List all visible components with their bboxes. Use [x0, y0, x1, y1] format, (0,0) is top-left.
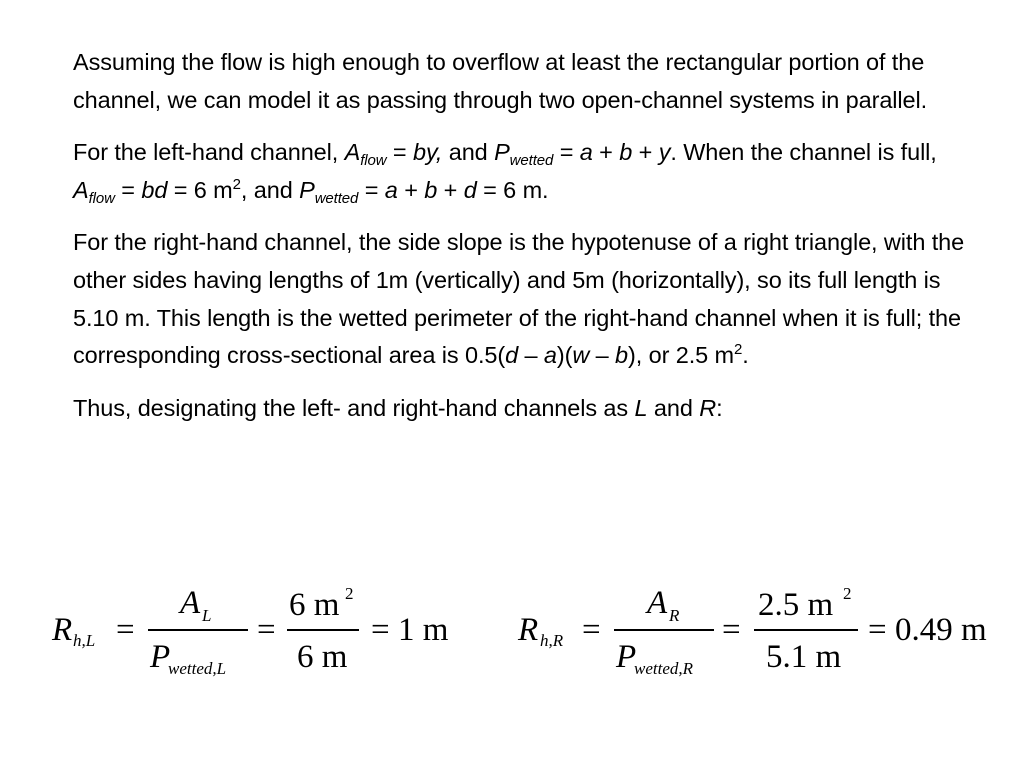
- var-b-2: b: [424, 176, 438, 203]
- eq-right-equals-2: =: [722, 612, 741, 648]
- var-R: R: [699, 394, 717, 421]
- p2-text-5: = 6 m.: [476, 176, 549, 203]
- p3-text-1: For the right-hand channel, the side slope is the hypotenuse of a right triangle, with the other sides having lengths of 1m (vertically) and 5m (horizontally), so its full length is 5.10 m. This length is the wetted perimeter of the right-hand channel when it is full; the corresponding cross-sectional area is 0.5(: [73, 229, 965, 369]
- eq-left-equals-2: =: [257, 612, 276, 648]
- p2-plus-1: +: [592, 139, 620, 166]
- var-w-p3: w: [572, 342, 590, 369]
- eq-right-fraction-bar-2: [754, 629, 858, 631]
- eq-left-equals-1: =: [116, 612, 135, 648]
- sub-wetted: wetted: [509, 152, 554, 170]
- eq-left-R-sub: h,L: [73, 631, 96, 650]
- eq-left-result: 1 m: [398, 612, 449, 648]
- var-P-2: P: [299, 176, 315, 203]
- var-a-p3: a: [543, 342, 557, 369]
- var-y: y: [658, 139, 671, 166]
- eq-left-num2-sup: 2: [345, 584, 354, 603]
- var-A: A: [344, 139, 361, 166]
- sub-flow-2: flow: [88, 189, 115, 207]
- p3-minus-2: –: [589, 342, 616, 369]
- var-L: L: [634, 394, 648, 421]
- var-a: a: [579, 139, 593, 166]
- p2-text-3: = 6 m: [167, 176, 233, 203]
- var-a-2: a: [384, 176, 398, 203]
- eq-right-R-sub: h,R: [540, 631, 564, 650]
- p2-eq-1: =: [386, 139, 413, 166]
- eq-right-result: 0.49 m: [895, 612, 987, 648]
- var-bd: bd: [141, 176, 168, 203]
- var-by: by,: [412, 139, 443, 166]
- p2-eq-2: =: [553, 139, 580, 166]
- eq-right-equals-1: =: [582, 612, 601, 648]
- p3-text-3: ), or 2.5 m: [628, 342, 734, 369]
- var-b-p3: b: [615, 342, 629, 369]
- var-d: d: [463, 176, 477, 203]
- p2-text-2: . When the channel is full,: [670, 139, 937, 166]
- p4-and: and: [647, 394, 700, 421]
- p2-text-1: For the left-hand channel,: [73, 139, 345, 166]
- p3-minus-1: –: [518, 342, 544, 369]
- eq-left-num1: A: [180, 585, 201, 621]
- p2-text-4: , and: [240, 176, 300, 203]
- eq-left-num1-sub: L: [202, 606, 212, 625]
- eq-right-R: R: [518, 612, 539, 648]
- p2-eq-3: =: [114, 176, 142, 203]
- p3-text-4: .: [742, 342, 749, 369]
- eq-right-fraction-bar-1: [614, 629, 714, 631]
- p2-plus-3: +: [397, 176, 425, 203]
- p2-and-1: and: [442, 139, 495, 166]
- p2-plus-4: +: [437, 176, 464, 203]
- eq-right-num1: A: [647, 585, 668, 621]
- eq-left-num2: 6 m: [289, 587, 340, 623]
- eq-left-equals-3: =: [371, 612, 390, 648]
- p2-plus-2: +: [632, 139, 659, 166]
- eq-left-den1: P: [150, 639, 171, 675]
- eq-right-num1-sub: R: [669, 606, 680, 625]
- var-d-p3: d: [505, 342, 519, 369]
- p3-text-2: )(: [556, 342, 573, 369]
- eq-right-den1-sub: wetted,R: [634, 659, 694, 678]
- superscript-2: 2: [232, 175, 241, 193]
- var-b: b: [619, 139, 633, 166]
- p4-text-2: :: [716, 394, 723, 421]
- sub-wetted-2: wetted: [314, 189, 359, 207]
- sub-flow: flow: [360, 152, 387, 170]
- var-A-2: A: [73, 176, 89, 203]
- eq-right-num2-sup: 2: [843, 584, 852, 603]
- p4-text-1: Thus, designating the left- and right-hand channels as: [73, 394, 635, 421]
- eq-right-equals-3: =: [868, 612, 887, 648]
- eq-right-den2: 5.1 m: [766, 639, 842, 675]
- eq-left-R: R: [52, 612, 73, 648]
- paragraph-1-text: Assuming the flow is high enough to overflow at least the rectangular portion of the channel, we can model it as passing through two open-channel systems in parallel.: [73, 49, 928, 113]
- eq-left-den2: 6 m: [297, 639, 348, 675]
- var-P: P: [494, 139, 510, 166]
- eq-right-den1: P: [616, 639, 637, 675]
- eq-left-den1-sub: wetted,L: [168, 659, 227, 678]
- p2-eq-4: =: [358, 176, 385, 203]
- superscript-2-p3: 2: [734, 341, 743, 359]
- eq-right-num2: 2.5 m: [758, 587, 834, 623]
